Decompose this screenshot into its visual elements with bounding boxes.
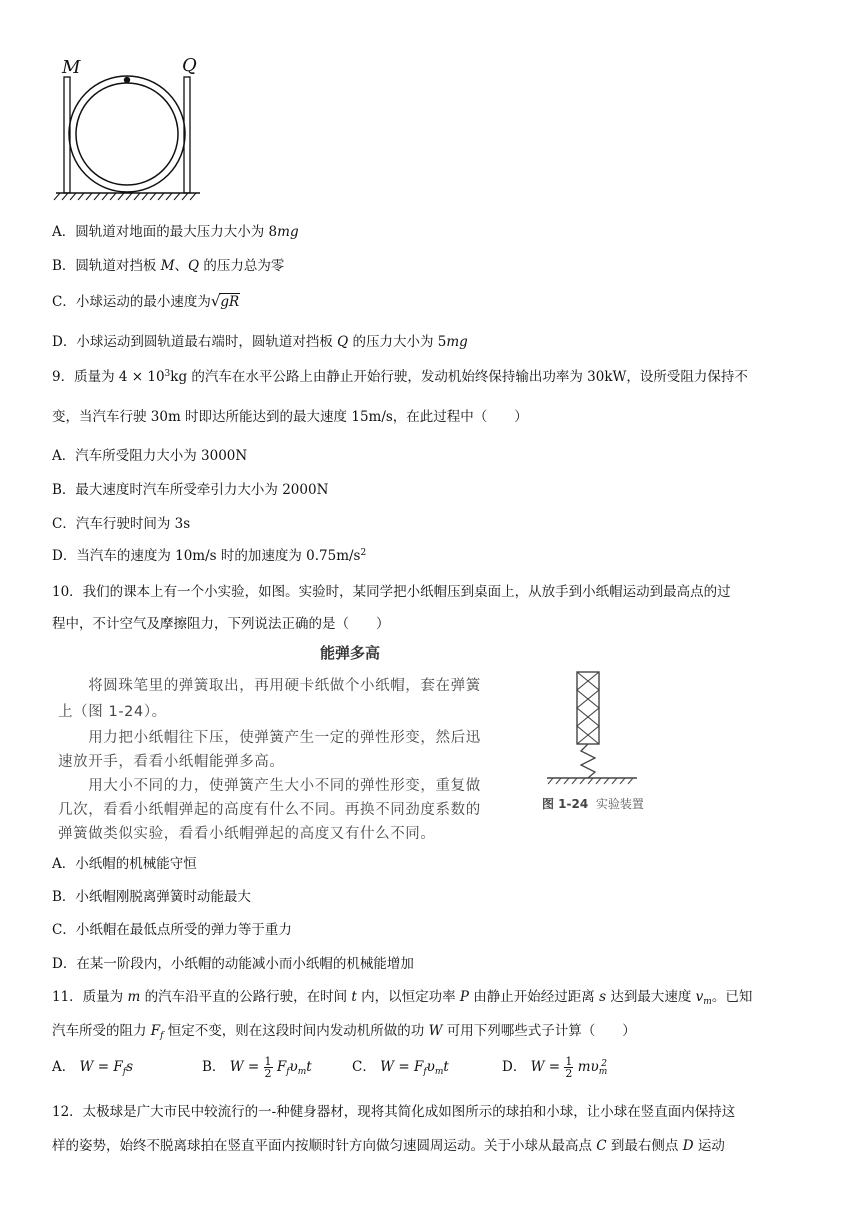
q10-option-c: C．小纸帽在最低点所受的弹力等于重力 xyxy=(52,922,292,938)
barrier-q-label: Q xyxy=(182,55,197,76)
q11-option-c: C． $W = F_f\upsilon_mt$ xyxy=(352,1059,449,1077)
book-excerpt-title: 能弹多高 xyxy=(320,644,381,662)
book-excerpt-line: 用力把小纸帽往下压，使弹簧产生一定的弹性形变，然后迅 xyxy=(58,730,481,746)
q10-option-d: D．在某一阶段内，小纸帽的动能减小而小纸帽的机械能增加 xyxy=(52,956,414,972)
q11-stem-line2: 汽车所受的阻力 $F_f$ 恒定不变，则在这段时间内发动机所做的功 W 可用下列哪些式子计算（ ） xyxy=(52,1023,636,1041)
barrier-m-label: M xyxy=(62,57,81,78)
q8-option-b: B．圆轨道对挡板 M、Q 的压力总为零 xyxy=(52,258,285,274)
book-excerpt-line: 弹簧做类似实验，看看小纸帽弹起的高度又有什么不同。 xyxy=(58,826,436,842)
q11-option-a: A． $W = F_fs$ xyxy=(52,1059,133,1077)
q10-option-a: A．小纸帽的机械能守恒 xyxy=(52,856,197,872)
q10-option-b: B．小纸帽刚脱离弹簧时动能最大 xyxy=(52,889,251,905)
book-excerpt-line: 几次，看看小纸帽弹起的高度有什么不同。再换不同劲度系数的 xyxy=(58,802,481,818)
book-excerpt-line: 上（图 1-24）。 xyxy=(58,704,167,720)
q9-option-d: D．当汽车的速度为 10m/s 时的加速度为 $0.75m/s^2$ xyxy=(52,548,367,564)
q9-option-c: C．汽车行驶时间为 3s xyxy=(52,516,191,532)
q9-option-a: A．汽车所受阻力大小为 3000N xyxy=(52,448,248,464)
q10-stem-line2: 程中，不计空气及摩擦阻力，下列说法正确的是（ ） xyxy=(52,616,390,632)
spring-apparatus-diagram xyxy=(545,668,645,788)
q12-stem-line1: 12．太极球是广大市民中较流行的一-种健身器材，现将其简化成如图所示的球拍和小球，让小球在竖直面内保持这 xyxy=(52,1104,736,1120)
figure-caption: 图 1-24 实验装置 xyxy=(542,797,644,811)
book-excerpt-line: 将圆珠笔里的弹簧取出，再用硬卡纸做个小纸帽，套在弹簧 xyxy=(58,678,481,694)
q9-stem-line1: 9．质量为 $4 \times 10^3kg$ 的汽车在水平公路上由静止开始行驶，发动机始终保持输出功率为 30kW，设所受阻力保持不 xyxy=(52,369,748,385)
q11-option-b: B． W = $\frac{1}{2}$ $F_f\upsilon_mt$ xyxy=(202,1055,312,1080)
q12-stem-line2: 样的姿势，始终不脱离球拍在竖直平面内按顺时针方向做匀速圆周运动。关于小球从最高点 C 到最右侧点 D 运动 xyxy=(52,1138,725,1154)
track-figure xyxy=(52,55,212,205)
q8-option-a: A．圆轨道对地面的最大压力大小为 8mg xyxy=(52,224,299,240)
q9-option-b: B．最大速度时汽车所受牵引力大小为 2000N xyxy=(52,482,329,498)
q11-option-d: D． W = $\frac{1}{2}$ $m\upsilon_m^2$ xyxy=(502,1055,608,1080)
q11-stem-line1: 11．质量为 m 的汽车沿平直的公路行驶，在时间 t 内，以恒定功率 P 由静止开始经过距离 s 达到最大速度 $v_m$。已知 xyxy=(52,989,753,1007)
book-excerpt-line: 速放开手，看看小纸帽能弹多高。 xyxy=(58,754,285,770)
q10-stem-line1: 10．我们的课本上有一个小实验，如图。实验时，某同学把小纸帽压到桌面上，从放手到小纸帽运动到最高点的过 xyxy=(52,584,731,600)
q8-option-c: C．小球运动的最小速度为√gR xyxy=(52,292,240,310)
q8-option-d: D．小球运动到圆轨道最右端时，圆轨道对挡板 Q 的压力大小为 5mg xyxy=(52,334,468,350)
book-excerpt-line: 用大小不同的力，使弹簧产生大小不同的弹性形变，重复做 xyxy=(58,778,481,794)
q9-stem-line2: 变，当汽车行驶 30m 时即达所能达到的最大速度 15m/s，在此过程中（ ） xyxy=(52,409,528,425)
